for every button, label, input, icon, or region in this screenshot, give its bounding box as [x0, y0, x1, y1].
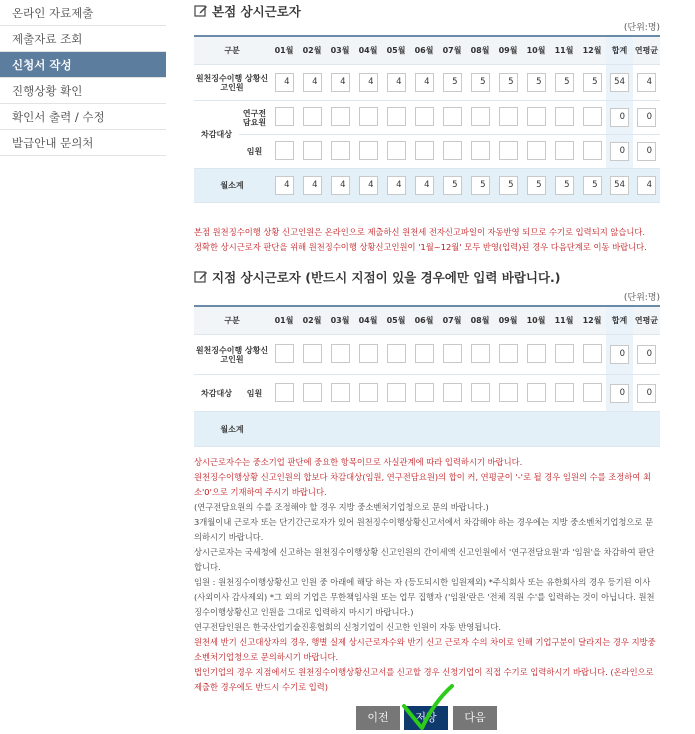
- guidance-note: 임원 : 원천징수이행상황신고 인원 중 아래에 해당 하는 자 (등도되시한 임원제외) *주식회사 또는 유한회사의 경우 등기된 이사(사외이사 감사제외) *그 외의 기업은 무한책임사원 또는 업무 집행자 ('임원'란은 '전체 직원 수'를 입력하는 것이 아닙니다. 원천징수이행상황신고 인원을 그대로 입력하지 마시기 바랍니다.): [194, 577, 655, 617]
- sidebar-item-submitted-lookup[interactable]: 제출자료 조회: [0, 26, 166, 52]
- executive-input[interactable]: [387, 141, 406, 160]
- subtotal-cell: 5: [583, 176, 602, 195]
- subtotal-cell: 5: [471, 176, 490, 195]
- subtotal-cell: 4: [303, 176, 322, 195]
- withholding-cell: 4: [303, 73, 322, 92]
- withholding-average: 4: [637, 73, 656, 92]
- edit-icon: [194, 270, 208, 287]
- sidebar-item-application[interactable]: 신청서 작성: [0, 52, 166, 78]
- prev-button[interactable]: 이전: [356, 706, 400, 730]
- header-month: 09월: [494, 36, 522, 65]
- branch-withholding-input[interactable]: [443, 344, 462, 363]
- withholding-cell: 4: [331, 73, 350, 92]
- guidance-note: 상시근로자는 국세청에 신고하는 원천징수이행상황 신고인원의 간이세액 신고인원에서 '연구전담요원'과 '임원'을 차감하여 판단합니다.: [194, 547, 655, 572]
- executive-input[interactable]: [471, 141, 490, 160]
- branch-executive-input[interactable]: [275, 383, 294, 402]
- researcher-input[interactable]: [583, 107, 602, 126]
- researcher-average: 0: [637, 108, 656, 127]
- row-label-withholding: 원천징수이행 상황신고인원: [194, 335, 270, 375]
- header-month: 08월: [466, 306, 494, 335]
- subtotal-cell: 5: [443, 176, 462, 195]
- branch-executive-total: 0: [610, 384, 629, 403]
- withholding-cell: 5: [555, 73, 574, 92]
- header-month: 08월: [466, 36, 494, 65]
- withholding-cell: 5: [443, 73, 462, 92]
- withholding-cell: 5: [499, 73, 518, 92]
- header-month: 02월: [298, 306, 326, 335]
- header-month: 02월: [298, 36, 326, 65]
- executive-input[interactable]: [331, 141, 350, 160]
- withholding-cell: 4: [359, 73, 378, 92]
- section1-note: 정확한 상시근로자 판단을 위해 원천징수이행 상황신고인원이 '1월~12월' 모두 반영(입력)된 경우 다음단계로 이동 바랍니다.: [194, 242, 647, 252]
- researcher-input[interactable]: [331, 107, 350, 126]
- subtotal-cell: 4: [331, 176, 350, 195]
- branch-withholding-input[interactable]: [499, 344, 518, 363]
- header-month: 01월: [270, 306, 298, 335]
- branch-withholding-input[interactable]: [415, 344, 434, 363]
- row-label-subtotal: 월소계: [194, 412, 270, 447]
- branch-executive-input[interactable]: [583, 383, 602, 402]
- header-month: 11월: [550, 36, 578, 65]
- header-month: 07월: [438, 36, 466, 65]
- header-month: 05월: [382, 306, 410, 335]
- researcher-input[interactable]: [387, 107, 406, 126]
- researcher-input[interactable]: [527, 107, 546, 126]
- header-month: 06월: [410, 36, 438, 65]
- guidance-note: 연구전담인원은 한국산업기술진흥협회의 신청기업이 신고한 인원이 자동 반영됩니다.: [194, 622, 501, 632]
- sidebar-item-progress[interactable]: 진행상황 확인: [0, 78, 166, 104]
- row-label-executive: 임원: [239, 375, 270, 412]
- sidebar-item-online-submit[interactable]: 온라인 자료제출: [0, 0, 166, 26]
- executive-average: 0: [637, 142, 656, 161]
- save-button[interactable]: 저장: [404, 706, 448, 730]
- executive-input[interactable]: [499, 141, 518, 160]
- withholding-total: 54: [610, 73, 629, 92]
- executive-input[interactable]: [275, 141, 294, 160]
- guidance-note: 법인기업의 경우 지점에서도 원천징수이행상황신고서를 신고할 경우 신청기업이 직접 수기로 입력하시기 바랍니다. (온라인으로제출한 경우에도 반드시 수기로 입력): [194, 667, 654, 692]
- branch-withholding-input[interactable]: [583, 344, 602, 363]
- guidance-note: (연구전담요원의 수를 조정해야 할 경우 지방 중소벤처기업청으로 문의 바랍니다.): [194, 502, 489, 512]
- section1-notes: [194, 225, 660, 255]
- branch-withholding-input[interactable]: [331, 344, 350, 363]
- researcher-input[interactable]: [359, 107, 378, 126]
- branch-withholding-average: 0: [637, 345, 656, 364]
- branch-executive-input[interactable]: [415, 383, 434, 402]
- subtotal-cell: 5: [527, 176, 546, 195]
- branch-executive-input[interactable]: [471, 383, 490, 402]
- withholding-cell: 4: [275, 73, 294, 92]
- branch-withholding-input[interactable]: [387, 344, 406, 363]
- subtotal-cell: 4: [387, 176, 406, 195]
- row-group-exclude: 차감대상: [194, 375, 239, 412]
- branch-withholding-input[interactable]: [471, 344, 490, 363]
- row-label-withholding: 원천징수이행 상황신고인원: [194, 65, 270, 101]
- subtotal-average: 4: [637, 176, 656, 195]
- withholding-cell: 5: [527, 73, 546, 92]
- executive-input[interactable]: [527, 141, 546, 160]
- header-month: 10월: [522, 306, 550, 335]
- header-average: 연평균: [633, 36, 660, 65]
- header-month: 04월: [354, 306, 382, 335]
- header-month: 07월: [438, 306, 466, 335]
- researcher-input[interactable]: [303, 107, 322, 126]
- header-month: 05월: [382, 36, 410, 65]
- header-gubun: 구분: [194, 36, 270, 65]
- executive-input[interactable]: [555, 141, 574, 160]
- branch-executive-input[interactable]: [499, 383, 518, 402]
- header-month: 09월: [494, 306, 522, 335]
- researcher-input[interactable]: [499, 107, 518, 126]
- branch-withholding-total: 0: [610, 345, 629, 364]
- row-label-executive: 임원: [239, 135, 270, 169]
- header-month: 10월: [522, 36, 550, 65]
- guidance-note: 원천세 반기 신고대상자의 경우, 행별 실제 상시근로자수와 반기 신고 근로자 수의 차이로 인해 기업구분이 달라지는 경우 지방중소벤처기업청으로 문의하시기 바랍니다.: [194, 637, 656, 662]
- branch-executive-input[interactable]: [303, 383, 322, 402]
- subtotal-cell: 4: [275, 176, 294, 195]
- branch-withholding-input[interactable]: [527, 344, 546, 363]
- header-month: 04월: [354, 36, 382, 65]
- guidance-note: 원천징수이행상황 신고인원의 합보다 차감대상(임원, 연구전담요원)의 합이 커, 연평균이 '-'로 될 경우 임원의 수를 조정하여 최소'0'으로 기재하여 주시기 바랍니다.: [194, 472, 651, 497]
- header-month: 12월: [578, 36, 606, 65]
- branch-executive-input[interactable]: [555, 383, 574, 402]
- researcher-input[interactable]: [471, 107, 490, 126]
- unit-label: (단위:명): [623, 23, 660, 33]
- guidance-note: 3개월이내 근로자 또는 단기간근로자가 있어 원천징수이행상황신고서에서 차감해야 하는 경우에는 지방 중소벤처기업청으로 문의하시기 바랍니다.: [194, 517, 654, 542]
- branch-executive-input[interactable]: [527, 383, 546, 402]
- row-label-subtotal: 월소계: [194, 169, 270, 203]
- row-label-researcher: 연구전 담요원: [239, 101, 270, 135]
- executive-input[interactable]: [443, 141, 462, 160]
- checkmark-annotation: [400, 682, 456, 734]
- header-month: 12월: [578, 306, 606, 335]
- researcher-input[interactable]: [443, 107, 462, 126]
- branch-executive-input[interactable]: [331, 383, 350, 402]
- edit-icon: [194, 4, 208, 21]
- subtotal-cell: 5: [555, 176, 574, 195]
- executive-total: 0: [610, 142, 629, 161]
- next-button[interactable]: 다음: [453, 706, 497, 730]
- withholding-cell: 4: [415, 73, 434, 92]
- header-total: 합계: [606, 306, 633, 335]
- header-month: 11월: [550, 306, 578, 335]
- withholding-cell: 5: [471, 73, 490, 92]
- section2-title: 지점 상시근로자 (반드시 지점이 있을 경우에만 입력 바랍니다.): [194, 268, 561, 287]
- sidebar-item-contact[interactable]: 발급안내 문의처: [0, 130, 166, 156]
- section1-note: 본점 원천징수이행 상황 신고인원은 온라인으로 제출하신 원천세 전자신고파일이 자동반영 되므로 수기로 입력되지 않습니다.: [194, 227, 646, 237]
- sidebar: [0, 0, 166, 156]
- guidance-notes: [194, 455, 660, 695]
- subtotal-total: 54: [610, 176, 629, 195]
- executive-input[interactable]: [359, 141, 378, 160]
- sidebar-item-print-certificate[interactable]: 확인서 출력 / 수정: [0, 104, 166, 130]
- branch-withholding-input[interactable]: [303, 344, 322, 363]
- branch-executive-input[interactable]: [387, 383, 406, 402]
- subtotal-cell: 4: [415, 176, 434, 195]
- header-total: 합계: [606, 36, 633, 65]
- researcher-input[interactable]: [415, 107, 434, 126]
- guidance-note: 상시근로자수는 중소기업 판단에 중요한 항목이므로 사실관계에 따라 입력하시기 바랍니다.: [194, 457, 523, 467]
- subtotal-cell: 5: [499, 176, 518, 195]
- branch-executive-input[interactable]: [443, 383, 462, 402]
- branch-office-table: [194, 305, 660, 447]
- section1-title: 본점 상시근로자: [194, 2, 301, 21]
- header-month: 03월: [326, 36, 354, 65]
- withholding-cell: 5: [583, 73, 602, 92]
- researcher-input[interactable]: [275, 107, 294, 126]
- row-group-exclude: 차감대상: [194, 101, 239, 169]
- researcher-input[interactable]: [555, 107, 574, 126]
- executive-input[interactable]: [583, 141, 602, 160]
- branch-withholding-input[interactable]: [359, 344, 378, 363]
- branch-executive-input[interactable]: [359, 383, 378, 402]
- branch-withholding-input[interactable]: [275, 344, 294, 363]
- branch-executive-average: 0: [637, 384, 656, 403]
- header-month: 06월: [410, 306, 438, 335]
- withholding-cell: 4: [387, 73, 406, 92]
- unit-label: (단위:명): [623, 293, 660, 303]
- header-gubun: 구분: [194, 306, 270, 335]
- header-average: 연평균: [633, 306, 660, 335]
- main-office-table: [194, 35, 660, 203]
- branch-withholding-input[interactable]: [555, 344, 574, 363]
- header-month: 01월: [270, 36, 298, 65]
- executive-input[interactable]: [415, 141, 434, 160]
- executive-input[interactable]: [303, 141, 322, 160]
- researcher-total: 0: [610, 108, 629, 127]
- header-month: 03월: [326, 306, 354, 335]
- subtotal-cell: 4: [359, 176, 378, 195]
